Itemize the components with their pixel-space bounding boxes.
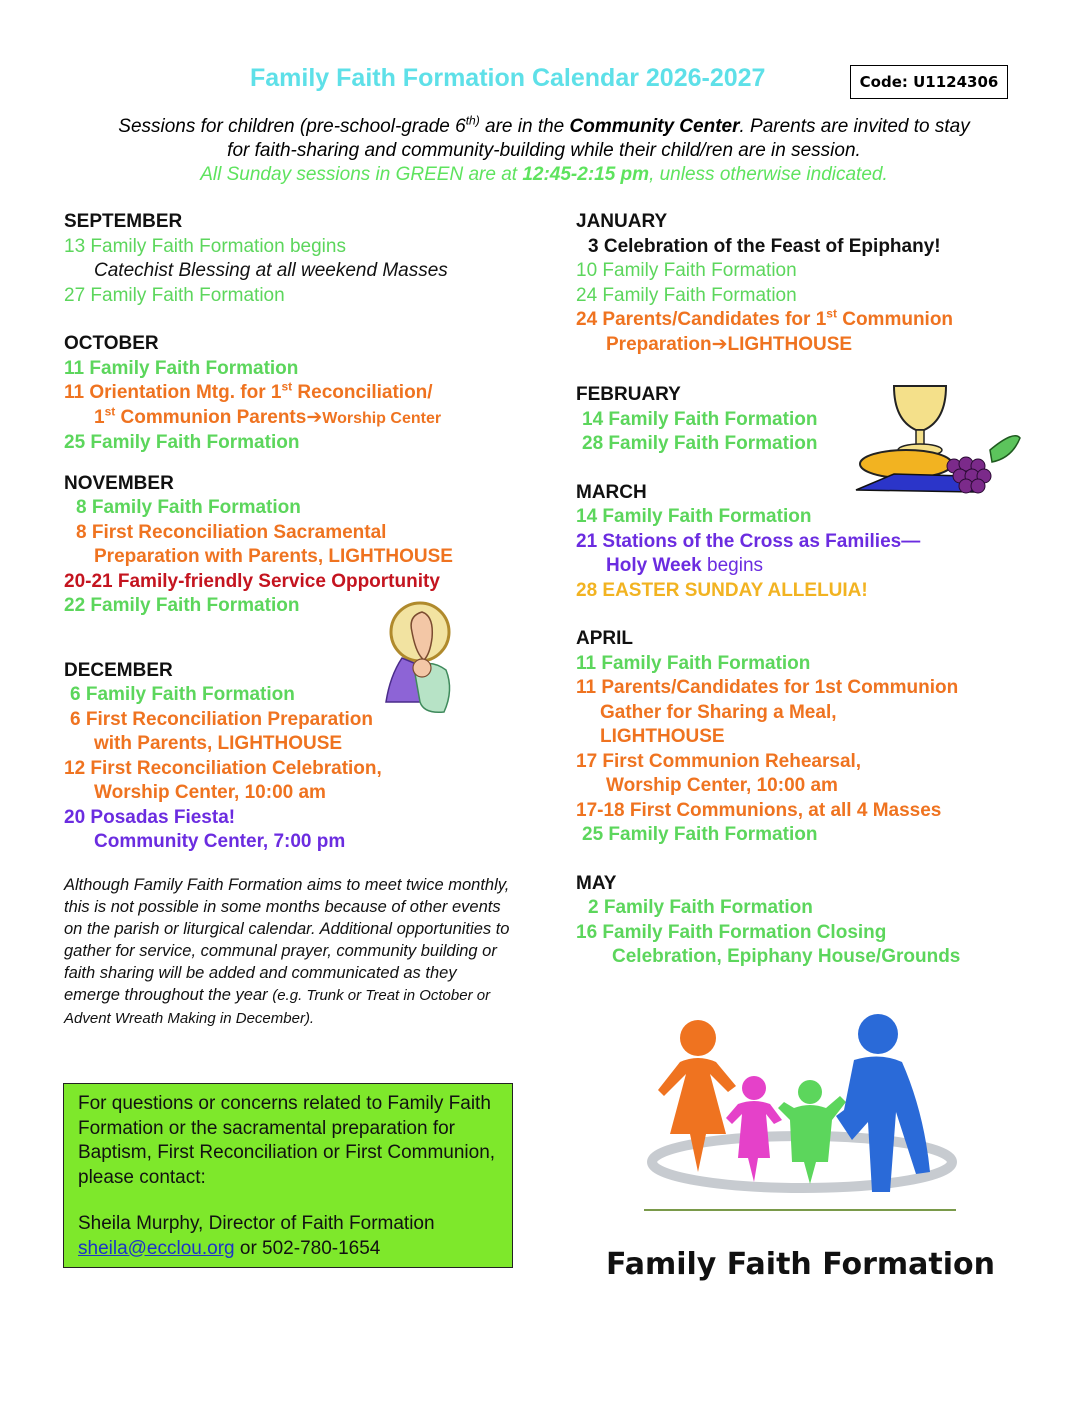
event-text: Worship Center	[322, 409, 442, 427]
event: Worship Center, 10:00 am	[94, 782, 326, 803]
event: 17-18 First Communions, at all 4 Masses	[576, 799, 942, 821]
event: Community Center, 7:00 pm	[94, 831, 346, 852]
month-may	[576, 872, 1046, 970]
event-text: Communion	[836, 309, 954, 330]
event: 16 Family Faith Formation Closing	[576, 921, 887, 943]
event: 12 First Reconciliation Celebration,	[64, 757, 382, 779]
event: 11 Family Faith Formation	[576, 652, 811, 674]
event-text: Holy Week	[606, 555, 702, 576]
logo-text: Family Faith Formation	[606, 1247, 995, 1282]
note	[64, 874, 514, 1030]
code-box: Code: U1124306	[850, 65, 1008, 99]
month-heading: MARCH	[576, 481, 647, 503]
event: Worship Center, 10:00 am	[606, 775, 838, 796]
sup: st	[104, 404, 116, 419]
event: 21 Stations of the Cross as Families—	[576, 530, 921, 552]
page-title: Family Faith Formation Calendar 2026-2027	[250, 64, 766, 92]
contact-text: For questions or concerns related to Family Faith Formation or the sacramental preparation for Baptism, First Reconciliation or First Communion, please contact:	[78, 1093, 496, 1188]
month-november	[64, 472, 534, 619]
event: 17 First Communion Rehearsal,	[576, 750, 862, 772]
event: Gather for Sharing a Meal,	[600, 701, 837, 723]
arrow-icon: ➔	[711, 333, 728, 355]
family-figures-icon	[640, 1012, 960, 1212]
event-text: 11 Orientation Mtg. for 1	[64, 382, 282, 403]
right-column	[576, 210, 1046, 994]
event-text: Reconciliation/	[292, 382, 433, 403]
event: 27 Family Faith Formation	[64, 284, 285, 306]
event: 20-21 Family-friendly Service Opportunity	[64, 570, 440, 592]
contact-name: Sheila Murphy, Director of Faith Formation	[78, 1213, 435, 1234]
event	[576, 333, 1046, 358]
note-text: Although Family Faith Formation aims to meet twice monthly, this is not possible in some months because of other events on the parish or liturgical calendar. Additional opportunities to gather for service, communal prayer, community building or faith sharing will be added and communicated as they emerge throughout the year	[64, 876, 510, 1004]
event: 14 Family Faith Formation	[576, 506, 812, 527]
intro-line-2: for faith-sharing and community-building while their child/ren are in session.	[227, 140, 861, 161]
month-heading: APRIL	[576, 628, 633, 649]
event: LIGHTHOUSE	[600, 726, 725, 747]
event: 28 Family Faith Formation	[582, 433, 818, 454]
event: 10 Family Faith Formation	[576, 260, 797, 281]
event: 25 Family Faith Formation	[64, 432, 300, 453]
event	[576, 308, 1046, 333]
divider	[644, 1209, 956, 1211]
month-january	[576, 210, 1046, 357]
event: Preparation with Parents, LIGHTHOUSE	[94, 546, 453, 567]
month-october	[64, 332, 534, 456]
event	[64, 406, 534, 432]
event: 2 Family Faith Formation	[588, 897, 813, 918]
event: with Parents, LIGHTHOUSE	[94, 733, 343, 754]
contact-box	[63, 1083, 513, 1268]
month-heading: SEPTEMBER	[64, 211, 183, 232]
event: 8 Family Faith Formation	[76, 497, 301, 518]
month-heading: FEBRUARY	[576, 384, 681, 405]
event: 3 Celebration of the Feast of Epiphany!	[588, 235, 941, 257]
email-link[interactable]: sheila@ecclou.org	[78, 1237, 235, 1259]
intro-text: . Parents are invited to stay	[739, 116, 970, 137]
event: Celebration, Epiphany House/Grounds	[612, 946, 961, 967]
month-heading: OCTOBER	[64, 333, 159, 354]
event-text: 1	[94, 406, 105, 428]
month-april	[576, 627, 1046, 848]
month-heading: DECEMBER	[64, 659, 173, 681]
event: 13 Family Faith Formation begins	[64, 235, 346, 257]
intro-text: are in the	[479, 116, 570, 137]
note-small: (e.g. Trunk or Treat in October or Advent Wreath Making in December).	[64, 987, 491, 1027]
intro-bold: Community Center	[569, 116, 740, 137]
event-text: LIGHTHOUSE	[727, 333, 853, 355]
month-heading: NOVEMBER	[64, 472, 174, 494]
event: 25 Family Faith Formation	[582, 824, 818, 845]
contact-phone: or 502-780-1654	[234, 1237, 381, 1259]
month-heading: MAY	[576, 872, 617, 894]
chalice-bread-grapes-icon	[854, 380, 1026, 500]
month-september	[64, 210, 534, 308]
event: 20 Posadas Fiesta!	[64, 806, 236, 828]
event: 11 Family Faith Formation	[64, 357, 299, 379]
event: 6 First Reconciliation Preparation	[70, 708, 374, 730]
intro-sup: th)	[465, 113, 480, 128]
intro-line-3	[40, 163, 1048, 187]
intro-text: All Sunday sessions in GREEN are at	[200, 164, 523, 185]
event: 24 Family Faith Formation	[576, 284, 797, 306]
month-heading: JANUARY	[576, 211, 668, 232]
event: 6 Family Faith Formation	[70, 684, 295, 705]
event: 28 EASTER SUNDAY ALLELUIA!	[576, 579, 868, 601]
event	[576, 554, 1046, 579]
arrow-icon: ➔	[306, 406, 323, 428]
intro-time: 12:45-2:15 pm	[522, 164, 650, 185]
sup: st	[826, 306, 837, 321]
event: 11 Parents/Candidates for 1st Communion	[576, 677, 959, 698]
intro-text: Sessions for children (pre-school-grade 6	[118, 116, 466, 137]
event	[64, 381, 534, 406]
intro	[40, 115, 1048, 187]
event-text: Preparation	[606, 333, 712, 355]
event: Catechist Blessing at all weekend Masses	[94, 260, 448, 281]
event-text: begins	[701, 555, 764, 576]
sup: st	[281, 379, 293, 394]
month-december	[64, 659, 534, 855]
event: 8 First Reconciliation Sacramental	[76, 521, 387, 543]
intro-text: , unless otherwise indicated.	[649, 164, 888, 185]
madonna-child-icon	[380, 598, 462, 716]
event-text: Communion Parents	[115, 406, 307, 428]
event-text: 24 Parents/Candidates for 1	[576, 309, 827, 330]
left-column	[64, 210, 534, 879]
event: 22 Family Faith Formation	[64, 595, 300, 616]
event: 14 Family Faith Formation	[582, 408, 818, 430]
